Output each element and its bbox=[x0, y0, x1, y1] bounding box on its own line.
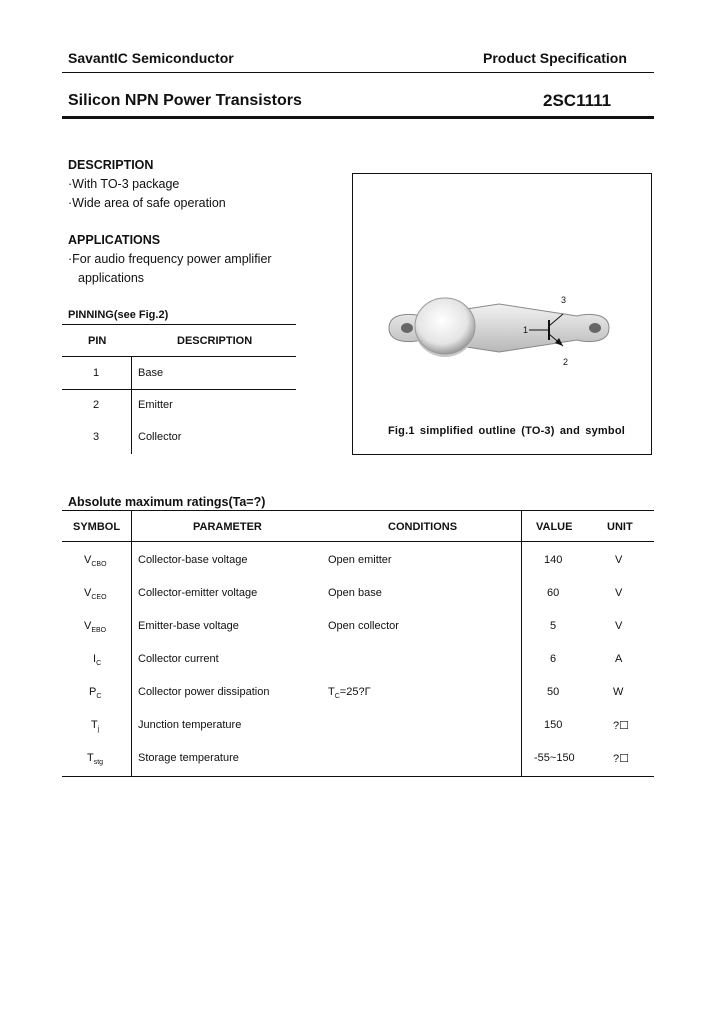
header-rule bbox=[62, 72, 654, 73]
ratings-col-symbol: SYMBOL bbox=[73, 521, 121, 533]
pinning-heading: PINNING(see Fig.2) bbox=[68, 309, 169, 321]
applications-heading: APPLICATIONS bbox=[68, 233, 161, 247]
table-row-desc: Collector bbox=[138, 431, 182, 443]
to3-package-illustration bbox=[353, 174, 653, 456]
table-row-parameter: Collector power dissipation bbox=[138, 686, 270, 698]
company-name: SavantIC Semiconductor bbox=[68, 50, 234, 66]
description-heading: DESCRIPTION bbox=[68, 158, 154, 172]
table-row-symbol: $P_C$ bbox=[89, 686, 102, 701]
table-row-symbol: $T_j$ bbox=[91, 719, 100, 734]
table-row-desc: Base bbox=[138, 367, 164, 379]
doc-type: Product Specification bbox=[483, 50, 627, 66]
pinning-top-rule bbox=[62, 324, 296, 325]
table-row-unit: V bbox=[615, 620, 623, 632]
pinning-header-rule bbox=[62, 356, 296, 357]
ratings-col-value: VALUE bbox=[536, 521, 573, 533]
table-row-value: 140 bbox=[544, 554, 563, 566]
pin-label-3: 3 bbox=[561, 295, 567, 305]
table-row-unit: W bbox=[613, 686, 624, 698]
table-row-unit: V bbox=[615, 587, 623, 599]
title-rule bbox=[62, 116, 654, 119]
table-row-value: 6 bbox=[550, 653, 557, 665]
table-row-value: 150 bbox=[544, 719, 563, 731]
ratings-bottom-rule bbox=[62, 776, 654, 777]
product-line: Silicon NPN Power Transistors bbox=[68, 92, 302, 109]
table-row-parameter: Storage temperature bbox=[138, 752, 239, 764]
ratings-top-rule bbox=[62, 510, 654, 511]
table-row-symbol: $I_C$ bbox=[93, 653, 102, 668]
pin-label-1: 1 bbox=[523, 325, 529, 335]
table-row-unit: ?☐ bbox=[613, 720, 629, 732]
table-row-unit: A bbox=[615, 653, 623, 665]
part-number: 2SC1111 bbox=[543, 91, 612, 110]
description-item: ·Wide area of safe operation bbox=[68, 196, 226, 210]
pinning-col-desc: DESCRIPTION bbox=[177, 335, 253, 347]
table-row-pin: 2 bbox=[93, 399, 100, 411]
table-row-pin: 1 bbox=[93, 367, 100, 379]
table-row-value: 50 bbox=[547, 686, 560, 698]
table-row-symbol: $T_{stg}$ bbox=[87, 752, 104, 767]
ratings-heading: Absolute maximum ratings(Ta=?) bbox=[68, 495, 266, 509]
table-row-parameter: Junction temperature bbox=[138, 719, 242, 731]
ratings-col-unit: UNIT bbox=[607, 521, 633, 533]
table-row-unit: V bbox=[615, 554, 623, 566]
table-row-parameter: Collector current bbox=[138, 653, 219, 665]
pinning-col-pin: PIN bbox=[88, 335, 107, 347]
table-row-unit: ?☐ bbox=[613, 753, 629, 765]
figure-caption: Fig.1 simplified outline (TO-3) and symbol bbox=[388, 425, 625, 437]
pin-label-2: 2 bbox=[563, 357, 569, 367]
ratings-divider-2 bbox=[521, 510, 522, 776]
table-row-parameter: Collector-base voltage bbox=[138, 554, 248, 566]
applications-item-cont: applications bbox=[78, 271, 145, 285]
applications-item: ·For audio frequency power amplifier bbox=[68, 252, 272, 266]
pinning-row-rule bbox=[62, 389, 296, 390]
table-row-parameter: Emitter-base voltage bbox=[138, 620, 239, 632]
table-row-condition: $T_C=25?Г$ bbox=[328, 686, 371, 701]
table-row-condition: Open emitter bbox=[328, 554, 392, 566]
ratings-header-rule bbox=[62, 541, 654, 542]
ratings-col-parameter: PARAMETER bbox=[193, 521, 262, 533]
table-row-symbol: $V_{CEO}$ bbox=[84, 587, 107, 602]
pinning-col-divider bbox=[131, 356, 132, 454]
table-row-symbol: $V_{CBO}$ bbox=[84, 554, 107, 569]
table-row-value: 5 bbox=[550, 620, 557, 632]
table-row-desc: Emitter bbox=[138, 399, 173, 411]
ratings-col-conditions: CONDITIONS bbox=[388, 521, 458, 533]
table-row-parameter: Collector-emitter voltage bbox=[138, 587, 258, 599]
ratings-divider-1 bbox=[131, 510, 132, 776]
table-row-symbol: $V_{EBO}$ bbox=[84, 620, 107, 635]
figure-box bbox=[352, 173, 652, 455]
description-item: ·With TO-3 package bbox=[68, 177, 180, 191]
table-row-value: -55~150 bbox=[534, 752, 575, 764]
table-row-pin: 3 bbox=[93, 431, 100, 443]
table-row-condition: Open base bbox=[328, 587, 382, 599]
table-row-value: 60 bbox=[547, 587, 560, 599]
table-row-condition: Open collector bbox=[328, 620, 399, 632]
